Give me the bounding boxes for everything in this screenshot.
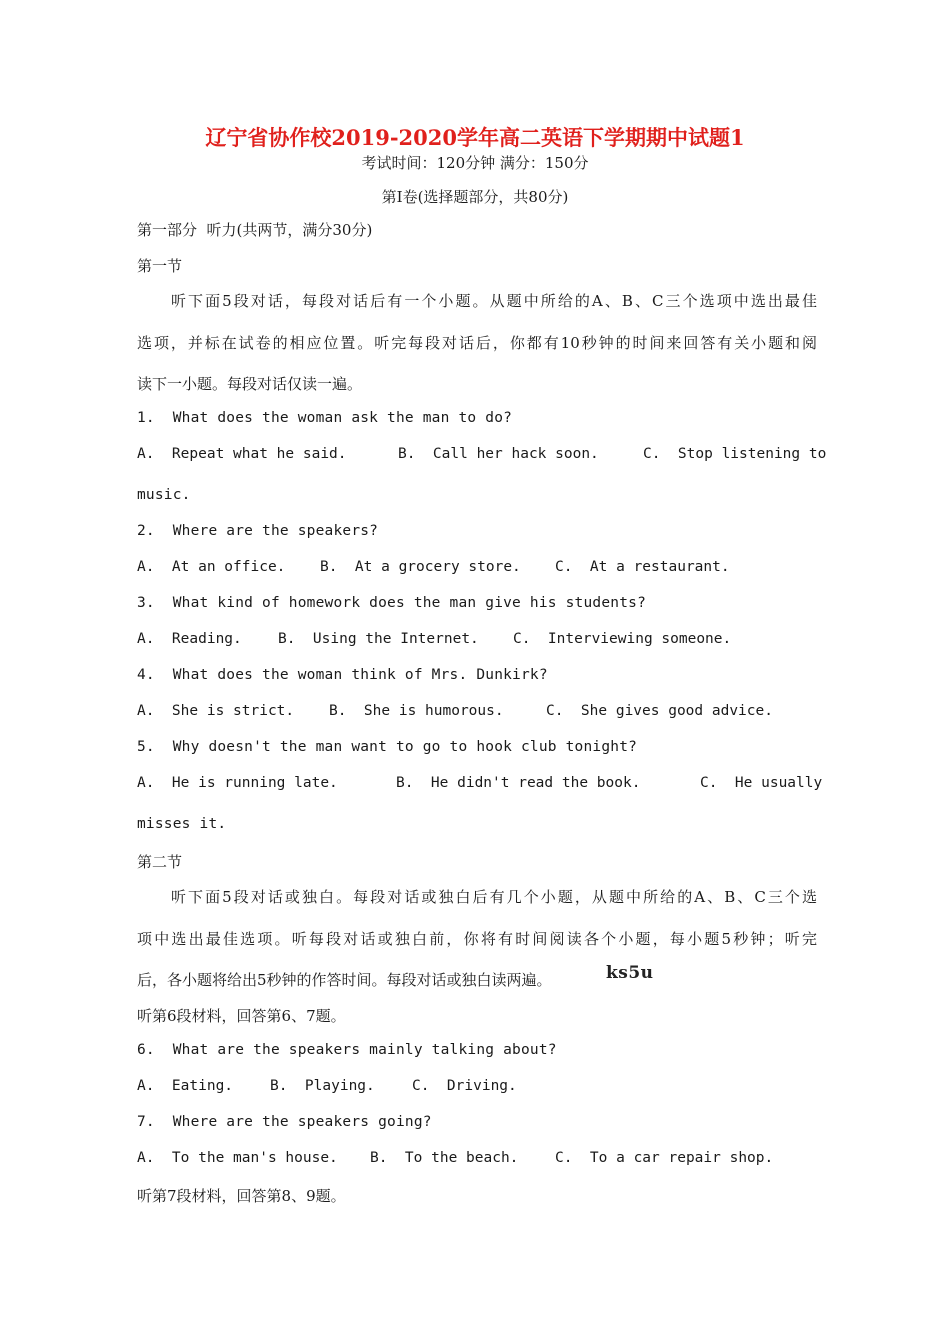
question-3-option-b: B. Using the Internet. bbox=[278, 631, 479, 647]
question-3-stem: 3. What kind of homework does the man give his students? bbox=[137, 595, 646, 611]
ks5u-logo: ks5u bbox=[606, 963, 654, 983]
question-1-stem: 1. What does the woman ask the man to do? bbox=[137, 410, 513, 426]
question-4-stem: 4. What does the woman think of Mrs. Dunkirk? bbox=[137, 667, 548, 683]
document-title: 辽宁省协作校2019-2020学年高二英语下学期期中试题1 bbox=[205, 125, 745, 150]
question-6-option-b: B. Playing. bbox=[270, 1078, 375, 1094]
question-6-option-a: A. Eating. bbox=[137, 1078, 234, 1094]
question-6-option-c: C. Driving. bbox=[412, 1078, 517, 1094]
question-1-option-c: C. Stop listening to bbox=[643, 446, 827, 462]
section1-heading: 第一节 bbox=[137, 257, 183, 275]
section1-instruction-line-2: 选项，并标在试卷的相应位置。听完每段对话后，你都有10秒钟的时间来回答有关小题和阅 bbox=[137, 334, 817, 352]
question-1-option-c-continued: music. bbox=[137, 487, 191, 503]
question-2-option-b: B. At a grocery store. bbox=[320, 559, 521, 575]
section2-heading: 第二节 bbox=[137, 853, 183, 871]
section2-instruction-line-1: 听下面5段对话或独白。每段对话或独白后有几个小题，从题中所给的A、B、C三个选 bbox=[171, 888, 817, 906]
question-4-option-c: C. She gives good advice. bbox=[546, 703, 773, 719]
question-4-option-b: B. She is humorous. bbox=[329, 703, 504, 719]
question-5-option-b: B. He didn't read the book. bbox=[396, 775, 641, 791]
question-1-option-a: A. Repeat what he said. bbox=[137, 446, 347, 462]
question-7-option-c: C. To a car repair shop. bbox=[555, 1150, 774, 1166]
section2-instruction-line-2: 项中选出最佳选项。听每段对话或独白前，你将有时间阅读各个小题，每小题5秒钟；听完 bbox=[137, 930, 817, 948]
question-4-option-a: A. She is strict. bbox=[137, 703, 295, 719]
question-5-option-a: A. He is running late. bbox=[137, 775, 338, 791]
question-7-option-b: B. To the beach. bbox=[370, 1150, 519, 1166]
question-7-stem: 7. Where are the speakers going? bbox=[137, 1114, 432, 1130]
question-2-option-c: C. At a restaurant. bbox=[555, 559, 730, 575]
question-5-option-c: C. He usually bbox=[700, 775, 823, 791]
section2-instruction-line-3: 后，各小题将给出5秒钟的作答时间。每段对话或独白读两遍。 bbox=[137, 971, 552, 989]
section1-instruction-line-1: 听下面5段对话，每段对话后有一个小题。从题中所给的A、B、C三个选项中选出最佳 bbox=[171, 292, 817, 310]
material-6-heading: 听第6段材料，回答第6、7题。 bbox=[137, 1007, 346, 1025]
question-3-option-c: C. Interviewing someone. bbox=[513, 631, 732, 647]
material-7-heading: 听第7段材料，回答第8、9题。 bbox=[137, 1187, 346, 1205]
volume-heading: 第Ⅰ卷(选择题部分，共80分) bbox=[381, 188, 569, 206]
question-5-stem: 5. Why doesn't the man want to go to hook club tonight? bbox=[137, 739, 638, 755]
question-2-stem: 2. Where are the speakers? bbox=[137, 523, 379, 539]
part1-heading: 第一部分 听力(共两节，满分30分) bbox=[137, 221, 373, 239]
question-1-option-b: B. Call her hack soon. bbox=[398, 446, 599, 462]
section1-instruction-line-3: 读下一小题。每段对话仅读一遍。 bbox=[137, 375, 363, 393]
question-3-option-a: A. Reading. bbox=[137, 631, 242, 647]
question-2-option-a: A. At an office. bbox=[137, 559, 286, 575]
question-5-option-c-continued: misses it. bbox=[137, 816, 227, 832]
question-7-option-a: A. To the man's house. bbox=[137, 1150, 338, 1166]
exam-info: 考试时间：120分钟 满分：150分 bbox=[361, 154, 589, 172]
question-6-stem: 6. What are the speakers mainly talking about? bbox=[137, 1042, 557, 1058]
